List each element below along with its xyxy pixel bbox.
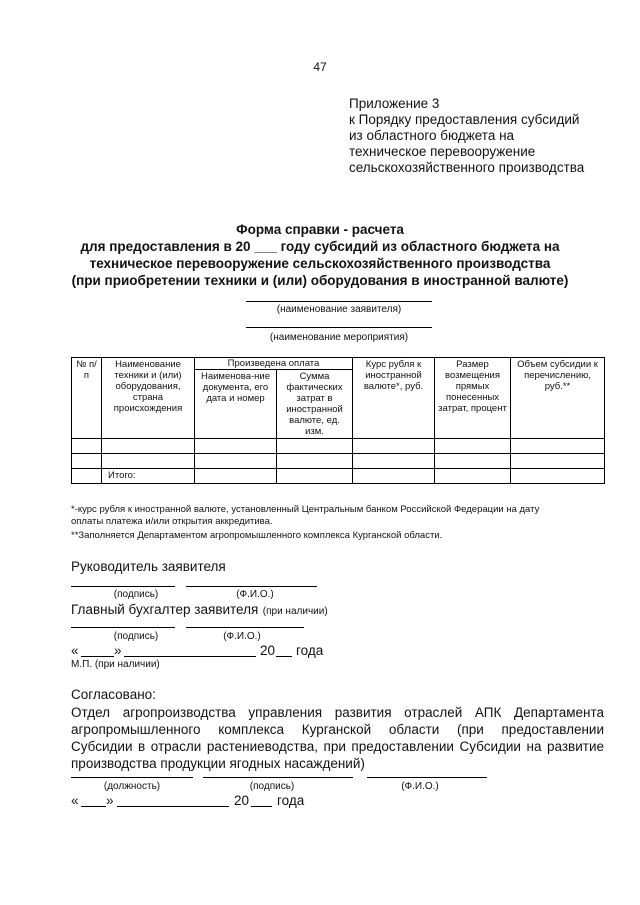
header-payment-group: Произведена оплата (195, 358, 353, 370)
date2-day-line[interactable] (81, 806, 106, 807)
event-name-line[interactable] (246, 327, 432, 328)
form-title-line: (при приобретении техники и (или) оборудования в иностранной валюте) (71, 273, 569, 288)
applicant-name-line[interactable] (246, 301, 432, 302)
table-cell[interactable] (435, 469, 511, 484)
table-row (72, 439, 605, 454)
form-title (0, 221, 640, 289)
agreed-heading: Согласовано: (71, 687, 156, 702)
date2-close-quote: » (106, 793, 114, 808)
accountant-fio-caption: (Ф.И.О.) (223, 631, 261, 642)
header-amount: Сумма фактических затрат в иностранной валюте, ед. изм. (277, 370, 353, 439)
form-title-line: Форма справки - расчета (236, 222, 404, 237)
agreed-line: производства продукции ягодных насаждений) (71, 756, 365, 771)
form-title-line: для предоставления в 20 ___ году субсидий из областного бюджета на (80, 239, 560, 254)
calculation-table (71, 357, 605, 484)
table-cell[interactable] (511, 439, 605, 454)
table-cell[interactable] (511, 469, 605, 484)
appendix-line: сельскохозяйственного производства (349, 160, 585, 175)
accountant-fio-line[interactable] (186, 627, 304, 628)
table-cell[interactable] (277, 454, 353, 469)
agreed-line: Отдел агропроизводства управления развития отраслей АПК Департамента (71, 705, 604, 720)
date2-month-line[interactable] (117, 806, 229, 807)
date2-open-quote: « (71, 793, 79, 808)
table-cell[interactable] (353, 454, 435, 469)
total-label: Итого: (102, 469, 195, 484)
chief-accountant-note: (при наличии) (262, 606, 328, 617)
header-number: № п/п (72, 358, 102, 439)
stamp-note: М.П. (при наличии) (71, 659, 160, 670)
table-cell[interactable] (72, 454, 102, 469)
date-year-prefix: 20 (260, 643, 276, 658)
page-number: 47 (313, 60, 327, 74)
header-equipment-name: Наименование техники и (или) оборудования, страна происхождения (102, 358, 195, 439)
head-signature-caption: (подпись) (113, 589, 159, 600)
table-cell[interactable] (511, 454, 605, 469)
chief-accountant-label: Главный бухгалтер заявителя (71, 602, 259, 617)
head-fio-line[interactable] (186, 586, 317, 587)
footnotes (71, 504, 611, 542)
chief-accountant (71, 601, 328, 619)
agreed-signature-caption: (подпись) (249, 781, 295, 792)
header-subsidy-volume: Объем субсидии к перечислению, руб.** (511, 358, 605, 439)
date-year-line[interactable] (276, 656, 292, 657)
table-header-row (72, 358, 605, 370)
table-cell[interactable] (435, 454, 511, 469)
applicant-caption: (наименование заявителя) (276, 304, 402, 315)
footnote-1: *-курс рубля к иностранной валюте, установленный Центральным банком Российской Федерации на дату (71, 504, 540, 515)
accountant-signature-line[interactable] (71, 627, 175, 628)
head-signature-line[interactable] (71, 586, 175, 587)
agreed-line: Субсидии в отрасли растениеводства, при предоставлении Субсидии на развитие (71, 739, 604, 754)
accountant-signature-caption: (подпись) (113, 631, 159, 642)
table-cell[interactable] (435, 439, 511, 454)
footnote-2: **Заполняется Департаментом агропромышленного комплекса Курганской области. (71, 530, 443, 541)
table-cell[interactable] (195, 439, 277, 454)
footnote-1-cont: оплаты платежа и/или открытия аккредитива. (71, 516, 273, 527)
table-total-row (72, 469, 605, 484)
header-document: Наименова-ние документа, его дата и номер (195, 370, 277, 439)
appendix-line: техническое перевооружение (349, 144, 536, 159)
table-cell[interactable] (353, 439, 435, 454)
head-fio-caption: (Ф.И.О.) (236, 589, 274, 600)
form-title-line: техническое перевооружение сельскохозяйственного производства (89, 256, 551, 271)
date-year-suffix: года (296, 643, 324, 658)
agreed-department (71, 704, 604, 772)
head-of-applicant-label: Руководитель заявителя (71, 559, 226, 574)
table-cell[interactable] (353, 469, 435, 484)
table-cell[interactable] (277, 439, 353, 454)
table-cell[interactable] (195, 469, 277, 484)
table-cell[interactable] (102, 454, 195, 469)
date-close-quote: » (114, 643, 122, 658)
date2-year-line[interactable] (251, 806, 272, 807)
appendix-line: из областного бюджета на (349, 128, 515, 143)
date2-year-suffix: года (277, 793, 305, 808)
appendix-line: к Порядку предоставления субсидий (349, 112, 580, 127)
date-open-quote: « (71, 643, 79, 658)
table-cell[interactable] (195, 454, 277, 469)
date-day-line[interactable] (81, 656, 114, 657)
table-cell[interactable] (72, 469, 102, 484)
agreed-fio-caption: (Ф.И.О.) (401, 781, 439, 792)
date2-year-prefix: 20 (234, 793, 250, 808)
agreed-signature-line[interactable] (203, 777, 353, 778)
header-exchange-rate: Курс рубля к иностранной валюте*, руб. (353, 358, 435, 439)
header-reimbursement: Размер возмещения прямых понесенных затрат, процент (435, 358, 511, 439)
appendix-header (349, 96, 584, 176)
table-cell[interactable] (72, 439, 102, 454)
appendix-line: Приложение 3 (349, 96, 440, 111)
table-cell[interactable] (102, 439, 195, 454)
table-cell[interactable] (277, 469, 353, 484)
agreed-position-caption: (должность) (103, 781, 161, 792)
table-row (72, 454, 605, 469)
agreed-fio-line[interactable] (367, 777, 487, 778)
date-month-line[interactable] (124, 656, 256, 657)
agreed-position-line[interactable] (71, 777, 193, 778)
event-caption: (наименование мероприятия) (269, 332, 409, 343)
agreed-line: агропромышленного комплекса Курганской области (при предоставлении (71, 722, 604, 737)
